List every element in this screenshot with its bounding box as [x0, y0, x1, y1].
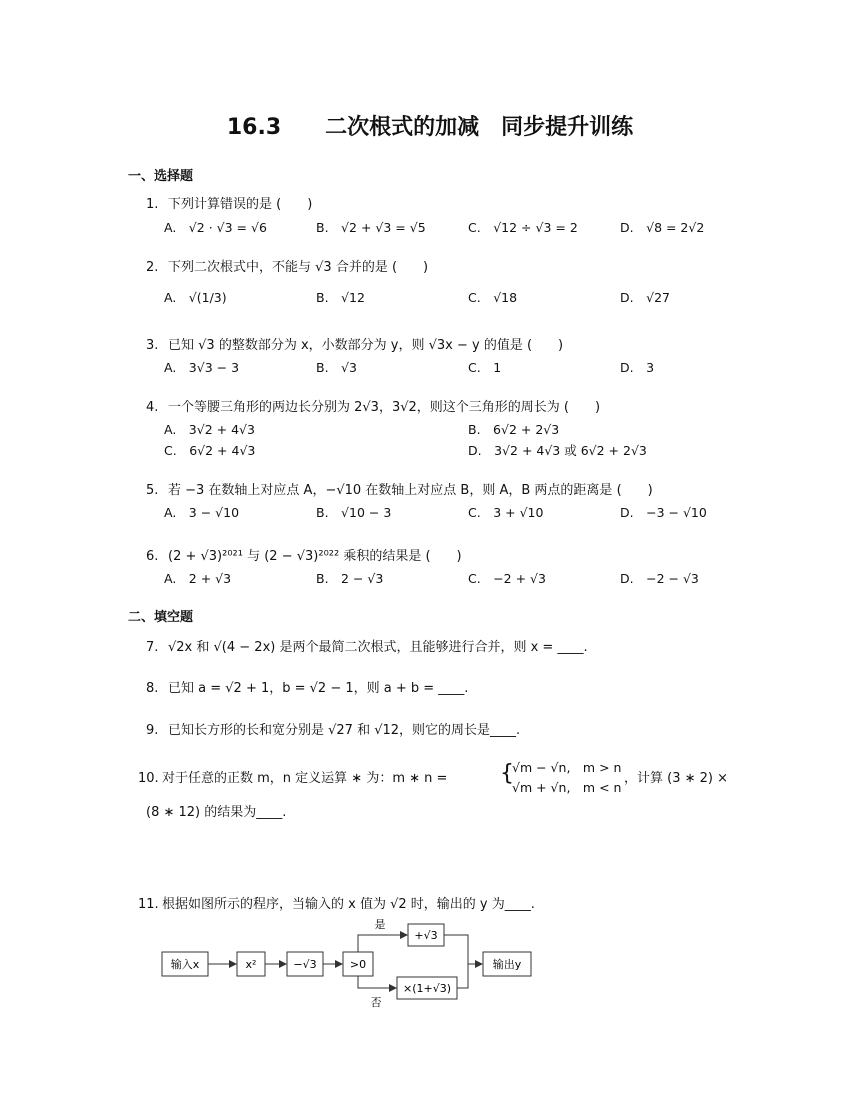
flow-yes-label: 是 — [374, 918, 386, 931]
question-stem: 一个等腰三角形的两边长分别为 2√3，3√2，则这个三角形的周长为 ( ) — [168, 400, 601, 415]
option-a: A. 3√3 − 3 — [164, 360, 240, 375]
option-c: C. √12 ÷ √3 = 2 — [468, 220, 578, 235]
flow-times-label: ×(1+√3) — [402, 982, 452, 995]
option-a: A. √(1/3) — [164, 290, 227, 305]
option-c: C. 6√2 + 4√3 — [164, 443, 256, 458]
option-d: D. √8 = 2√2 — [620, 220, 705, 235]
question-number: 5. — [146, 483, 159, 498]
question-number: 3. — [146, 338, 159, 353]
case-2: √m + √n, m < n — [512, 780, 622, 795]
flowchart — [150, 910, 550, 1010]
question-10-tail: ，计算 (3 ∗ 2) × — [624, 771, 729, 786]
question-stem: 已知长方形的长和宽分别是 √27 和 √12，则它的周长是____. — [168, 723, 521, 738]
question-number: 8. — [146, 681, 159, 696]
case-1: √m − √n, m > n — [512, 760, 622, 775]
option-a: A. √2 · √3 = √6 — [164, 220, 267, 235]
option-b: B. √2 + √3 = √5 — [316, 220, 426, 235]
question-number: 11. — [138, 897, 159, 912]
flow-cond-label: >0 — [349, 958, 367, 971]
option-d: D. −2 − √3 — [620, 571, 699, 586]
question-number: 9. — [146, 723, 159, 738]
option-d: D. 3 — [620, 360, 655, 375]
question-stem: 下列计算错误的是 ( ) — [168, 197, 313, 212]
option-a: A. 3√2 + 4√3 — [164, 422, 255, 437]
question-stem: 对于任意的正数 m，n 定义运算 ∗ 为：m ∗ n = — [162, 771, 448, 786]
flow-output-label: 输出y — [492, 958, 522, 971]
question-number: 2. — [146, 260, 159, 275]
option-b: B. 6√2 + 2√3 — [468, 422, 560, 437]
flow-minus-label: −√3 — [293, 958, 317, 971]
question-number: 1. — [146, 197, 159, 212]
question-stem: 若 −3 在数轴上对应点 A，−√10 在数轴上对应点 B，则 A，B 两点的距离是 ( ) — [168, 483, 653, 498]
question-stem: 下列二次根式中，不能与 √3 合并的是 ( ) — [168, 260, 429, 275]
question-stem: √2x 和 √(4 − 2x) 是两个最简二次根式，且能够进行合并，则 x = ____. — [168, 640, 588, 655]
section-choice: 一、选择题 — [128, 169, 194, 184]
page-title: 16.3 二次根式的加减 同步提升训练 — [226, 115, 634, 140]
option-a: A. 3 − √10 — [164, 505, 240, 520]
flow-square-label: x² — [245, 958, 257, 971]
flow-no-label: 否 — [370, 996, 382, 1009]
question-number: 10. — [138, 771, 159, 786]
option-c: C. −2 + √3 — [468, 571, 546, 586]
question-7 — [146, 636, 588, 655]
section-fill: 二、填空题 — [128, 610, 194, 625]
question-stem: 根据如图所示的程序，当输入的 x 值为 √2 时，输出的 y 为____. — [162, 897, 535, 912]
brace: { — [500, 761, 514, 786]
option-b: B. 2 − √3 — [316, 571, 384, 586]
question-2 — [146, 256, 428, 275]
option-c: C. 1 — [468, 360, 502, 375]
option-b: B. √10 − 3 — [316, 505, 392, 520]
option-d: D. √27 — [620, 290, 670, 305]
question-8 — [146, 677, 468, 696]
flow-plus-label: +√3 — [414, 929, 438, 942]
option-d: D. 3√2 + 4√3 或 6√2 + 2√3 — [468, 443, 647, 458]
question-number: 4. — [146, 400, 159, 415]
option-b: B. √3 — [316, 360, 357, 375]
question-stem: (2 + √3)²⁰²¹ 与 (2 − √3)²⁰²² 乘积的结果是 ( ) — [168, 549, 462, 564]
question-10-line2: (8 ∗ 12) 的结果为____. — [146, 805, 287, 820]
question-3 — [146, 334, 563, 353]
question-stem: 已知 √3 的整数部分为 x，小数部分为 y，则 √3x − y 的值是 ( ) — [168, 338, 564, 353]
question-number: 7. — [146, 640, 159, 655]
option-b: B. √12 — [316, 290, 365, 305]
option-c: C. 3 + √10 — [468, 505, 544, 520]
flow-input-label: 输入x — [170, 958, 200, 971]
question-10 — [138, 767, 447, 786]
question-4 — [146, 396, 600, 415]
question-6 — [146, 545, 462, 564]
option-d: D. −3 − √10 — [620, 505, 707, 520]
option-a: A. 2 + √3 — [164, 571, 232, 586]
question-1 — [146, 193, 312, 212]
question-number: 6. — [146, 549, 159, 564]
question-9 — [146, 719, 520, 738]
question-5 — [146, 479, 653, 498]
question-stem: 已知 a = √2 + 1，b = √2 − 1，则 a + b = ____. — [168, 681, 469, 696]
option-c: C. √18 — [468, 290, 518, 305]
